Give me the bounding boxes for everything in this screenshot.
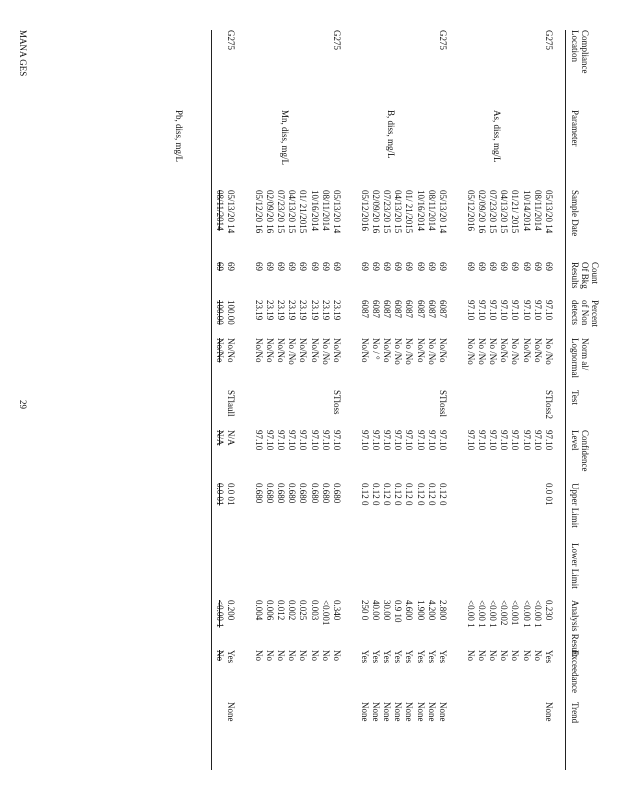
- compliance-location: G275: [544, 30, 554, 50]
- test-name: STloss2: [544, 390, 554, 420]
- confidence-level: 97.10: [359, 430, 370, 451]
- bkg-count: 69: [438, 262, 448, 271]
- percent-nondetects: 97.10: [510, 300, 521, 321]
- percent-nondetects: 97.10: [544, 300, 554, 321]
- exceedance: Yes: [404, 650, 415, 664]
- column-header-line: Confidence: [580, 430, 590, 472]
- normal-lognormal: No/No: [226, 338, 236, 363]
- analysis-result: <0.00 1: [532, 600, 543, 628]
- column-header-line: Trend: [570, 702, 580, 724]
- analysis-result: 0.012: [276, 600, 286, 621]
- footer-site: MANA GES: [18, 30, 28, 77]
- confidence-level: 97.10: [298, 430, 309, 451]
- normal-lognormal: No/No: [264, 338, 275, 363]
- upper-limit: 0.680: [287, 483, 298, 504]
- confidence-level: 97.10: [544, 430, 554, 451]
- compliance-location: G275: [332, 30, 342, 50]
- analysis-result: 40.00: [370, 600, 381, 621]
- column-header: [570, 110, 580, 146]
- analysis-result: 0.025: [298, 600, 309, 621]
- exceedance: No: [476, 650, 487, 661]
- parameter-name: Mn, diss, mg/L: [280, 110, 290, 166]
- analysis-result: <0.00 1: [465, 600, 476, 628]
- column-header: [570, 390, 580, 405]
- normal-lognormal: No/No: [382, 338, 392, 363]
- sample-date: 10/14/2014: [521, 190, 532, 232]
- normal-lognormal: No/No: [499, 338, 510, 363]
- percent-nondetects: 97.10: [532, 300, 543, 321]
- confidence-level: 97.10: [264, 430, 275, 451]
- column-header: [570, 300, 600, 327]
- normal-lognormal: No/No: [359, 338, 370, 363]
- trend-value: None: [438, 702, 448, 722]
- percent-nondetects: 23.19: [276, 300, 286, 321]
- percent-nondetects: 97.10: [465, 300, 476, 321]
- sample-date: 02/09/20 16: [476, 190, 487, 234]
- sample-date: 08/11/2014: [426, 190, 437, 231]
- confidence-level: 97.10: [320, 430, 331, 451]
- bkg-count: 69: [465, 262, 476, 271]
- sample-date: 07/23/20 15: [382, 190, 392, 234]
- trend-value: None: [382, 702, 392, 722]
- upper-limit: 0.0 01: [226, 483, 236, 506]
- normal-lognormal: No /No: [488, 338, 498, 365]
- sample-date: 05/12/2016: [359, 190, 370, 232]
- column-header: [570, 650, 580, 693]
- parameter-name: As, diss, mg/L: [492, 110, 502, 163]
- normal-lognormal: No/No: [309, 338, 320, 363]
- sample-date: 05/13/20 14: [544, 190, 554, 234]
- sample-date: 08/11/2014: [214, 190, 225, 231]
- percent-nondetects: 23.19: [332, 300, 342, 321]
- bkg-count: 69: [359, 262, 370, 271]
- test-name: STlossl: [438, 390, 448, 418]
- column-header: [570, 30, 590, 74]
- upper-limit: 0.12 0: [370, 483, 381, 506]
- sample-date: 07/23/20 15: [488, 190, 498, 234]
- bkg-count: 69: [370, 262, 381, 271]
- sample-date: 01/ 21/2015: [404, 190, 415, 234]
- sample-date: 05/13/20 14: [226, 190, 236, 234]
- column-header-line: Upper Limit: [570, 483, 580, 528]
- header-rule: [565, 30, 566, 770]
- column-header-line: Test: [570, 390, 580, 405]
- sample-date: 07/23/20 15: [276, 190, 286, 234]
- percent-nondetects: 23.19: [298, 300, 309, 321]
- column-header-line: Compliance: [580, 30, 590, 74]
- exceedance: Yes: [393, 650, 404, 664]
- upper-limit: 0.680: [253, 483, 264, 504]
- exceedance: Yes: [226, 650, 236, 664]
- normal-lognormal: No/No: [438, 338, 448, 363]
- upper-limit: 0.12 0: [438, 483, 448, 506]
- normal-lognormal: No/No: [415, 338, 426, 363]
- upper-limit: 0.12 0: [382, 483, 392, 506]
- exceedance: No: [488, 650, 498, 661]
- bkg-count: 69: [264, 262, 275, 271]
- column-header: [570, 543, 580, 589]
- sample-date: 05/12/2016: [465, 190, 476, 232]
- exceedance: No: [298, 650, 309, 661]
- normal-lognormal: No /No: [320, 338, 331, 365]
- percent-nondetects: 23.19: [253, 300, 264, 321]
- exceedance: Yes: [415, 650, 426, 664]
- normal-lognormal: No /No: [426, 338, 437, 365]
- bkg-count: 69: [253, 262, 264, 271]
- confidence-level: 97.10: [521, 430, 532, 451]
- normal-lognormal: No /No: [404, 338, 415, 365]
- upper-limit: 0.12 0: [393, 483, 404, 506]
- confidence-level: 97.10: [287, 430, 298, 451]
- normal-lognormal: No / °: [370, 338, 381, 360]
- exceedance: No: [309, 650, 320, 661]
- analysis-result: <0.001: [320, 600, 331, 626]
- percent-nondetects: 97.10: [521, 300, 532, 321]
- confidence-level: 97.10: [404, 430, 415, 451]
- normal-lognormal: No/No: [276, 338, 286, 363]
- column-header-line: detects: [570, 300, 580, 325]
- confidence-level: 97.10: [465, 430, 476, 451]
- column-header-line: Results: [570, 262, 580, 289]
- analysis-result: 0.340: [332, 600, 342, 621]
- confidence-level: 97.10: [370, 430, 381, 451]
- normal-lognormal: No/No: [253, 338, 264, 363]
- column-header-line: Of Bkg: [580, 262, 590, 289]
- column-header-line: Lognormal: [570, 338, 580, 378]
- trend-value: None: [370, 702, 381, 722]
- percent-nondetects: 23.19: [287, 300, 298, 321]
- analysis-result: 0.002: [287, 600, 298, 621]
- confidence-level: 97.10: [499, 430, 510, 451]
- exceedance: No: [287, 650, 298, 661]
- analysis-result: <0.00 1: [488, 600, 498, 628]
- upper-limit: 0.680: [298, 483, 309, 504]
- exceedance: No: [214, 650, 225, 661]
- column-header-line: Lower Limit: [570, 543, 580, 589]
- sample-date: 04/13/20 15: [393, 190, 404, 234]
- exceedance: No: [332, 650, 342, 661]
- percent-nondetects: 6087: [438, 300, 448, 318]
- normal-lognormal: No /No: [393, 338, 404, 365]
- analysis-result: 4.200: [426, 600, 437, 621]
- analysis-result: <0.001: [510, 600, 521, 626]
- exceedance: No: [521, 650, 532, 661]
- percent-nondetects: 97.10: [499, 300, 510, 321]
- upper-limit: 0.12 0: [359, 483, 370, 506]
- confidence-level: 97.10: [276, 430, 286, 451]
- percent-nondetects: 23.19: [264, 300, 275, 321]
- bkg-count: 69: [426, 262, 437, 271]
- confidence-level: N/A: [214, 430, 225, 446]
- exceedance: No: [320, 650, 331, 661]
- compliance-location: G275: [226, 30, 236, 50]
- bkg-count: 69: [276, 262, 286, 271]
- percent-nondetects: 6087: [393, 300, 404, 318]
- upper-limit: 0.680: [332, 483, 342, 504]
- normal-lognormal: No/No: [532, 338, 543, 363]
- exceedance: Yes: [359, 650, 370, 664]
- confidence-level: 97.10: [488, 430, 498, 451]
- bkg-count: 69: [499, 262, 510, 271]
- upper-limit: 0.0 01: [544, 483, 554, 506]
- bkg-count: 69: [309, 262, 320, 271]
- column-header: [570, 483, 580, 528]
- sample-date: 02/09/20 16: [370, 190, 381, 234]
- column-header-line: of Non: [580, 300, 590, 326]
- column-header-line: Norm al/: [580, 338, 590, 371]
- normal-lognormal: No /No: [287, 338, 298, 365]
- confidence-level: 97.10: [393, 430, 404, 451]
- sample-date: 01/ 21/2015: [298, 190, 309, 234]
- bkg-count: 69: [488, 262, 498, 271]
- column-header-line: Percent: [590, 300, 600, 327]
- confidence-level: 97.10: [510, 430, 521, 451]
- confidence-level: 97.10: [382, 430, 392, 451]
- bkg-count: 69: [287, 262, 298, 271]
- sample-date: 05/13/20 14: [438, 190, 448, 234]
- exceedance: Yes: [438, 650, 448, 664]
- analysis-result: 30.00: [382, 600, 392, 621]
- exceedance: No: [264, 650, 275, 661]
- bkg-count: 69: [415, 262, 426, 271]
- trend-value: None: [415, 702, 426, 722]
- upper-limit: 0.680: [309, 483, 320, 504]
- trend-value: None: [426, 702, 437, 722]
- column-header: [570, 190, 580, 236]
- confidence-level: 97.10: [309, 430, 320, 451]
- percent-nondetects: 6087: [382, 300, 392, 318]
- sample-date: 05/13/20 14: [332, 190, 342, 234]
- exceedance: No: [532, 650, 543, 661]
- parameter-name: Pb, diss, mg/L: [174, 110, 184, 163]
- bkg-count: 69: [404, 262, 415, 271]
- exceedance: Yes: [426, 650, 437, 664]
- analysis-result: 250 0: [359, 600, 370, 621]
- column-header: [570, 702, 580, 723]
- column-header: [570, 430, 590, 471]
- trend-value: None: [544, 702, 554, 722]
- confidence-level: 97.10: [332, 430, 342, 451]
- percent-nondetects: 97.10: [488, 300, 498, 321]
- upper-limit: 0.680: [276, 483, 286, 504]
- bkg-count: 69: [214, 262, 225, 271]
- sample-date: 05/12/20 16: [253, 190, 264, 234]
- bkg-count: 69: [476, 262, 487, 271]
- percent-nondetects: 6087: [426, 300, 437, 318]
- analysis-result: 0.004: [253, 600, 264, 621]
- bkg-count: 69: [298, 262, 309, 271]
- exceedance: No: [276, 650, 286, 661]
- normal-lognormal: No/No: [214, 338, 225, 363]
- trend-value: None: [359, 702, 370, 722]
- footer-page-number: 29: [18, 400, 28, 409]
- percent-nondetects: 97.10: [476, 300, 487, 321]
- analysis-result: <0.002: [499, 600, 510, 626]
- column-header: [570, 338, 590, 378]
- confidence-level: 97.10: [476, 430, 487, 451]
- normal-lognormal: No /No: [465, 338, 476, 365]
- exceedance: No: [465, 650, 476, 661]
- percent-nondetects: 6087: [359, 300, 370, 318]
- confidence-level: 97.10: [532, 430, 543, 451]
- upper-limit: 0.0 01: [214, 483, 225, 506]
- sample-date: 04/13/20 15: [499, 190, 510, 234]
- exceedance: Yes: [382, 650, 392, 664]
- sample-date: 08/11/2014: [532, 190, 543, 231]
- analysis-result: 0.003: [309, 600, 320, 621]
- column-header-line: Exceedance: [570, 650, 580, 693]
- column-header: [570, 600, 580, 657]
- trend-value: None: [404, 702, 415, 722]
- percent-nondetects: 6087: [370, 300, 381, 318]
- exceedance: Yes: [544, 650, 554, 664]
- analysis-result: 2.800: [438, 600, 448, 621]
- sample-date: 10/16/2014: [415, 190, 426, 232]
- analysis-result: <0.00 1: [214, 600, 225, 628]
- percent-nondetects: 23.19: [320, 300, 331, 321]
- bkg-count: 69: [544, 262, 554, 271]
- normal-lognormal: No/No: [298, 338, 309, 363]
- analysis-result: 1.900: [415, 600, 426, 621]
- trend-value: None: [226, 702, 236, 722]
- sample-date: 04/13/20 15: [287, 190, 298, 234]
- column-header-line: Count: [590, 262, 600, 285]
- analysis-result: 0.006: [264, 600, 275, 621]
- percent-nondetects: 100.00: [226, 300, 236, 325]
- percent-nondetects: 23.19: [309, 300, 320, 321]
- normal-lognormal: No /No: [510, 338, 521, 365]
- parameter-name: B, diss, mg/L: [386, 110, 396, 159]
- percent-nondetects: 6087: [415, 300, 426, 318]
- exceedance: No: [510, 650, 521, 661]
- column-header-line: Location: [570, 30, 580, 62]
- confidence-level: 97.10: [415, 430, 426, 451]
- normal-lognormal: No /No: [544, 338, 554, 365]
- bkg-count: 69: [382, 262, 392, 271]
- bottom-rule: [211, 30, 212, 770]
- analysis-result: <0.00 1: [521, 600, 532, 628]
- compliance-location: G275: [438, 30, 448, 50]
- column-header-line: Level: [570, 430, 580, 451]
- analysis-result: <0.00 1: [476, 600, 487, 628]
- exceedance: No: [499, 650, 510, 661]
- bkg-count: 69: [332, 262, 342, 271]
- confidence-level: 97.10: [253, 430, 264, 451]
- test-name: STloss: [332, 390, 342, 415]
- analysis-result: 0.9 10: [393, 600, 404, 623]
- sample-date: 10/16/2014: [309, 190, 320, 232]
- sample-date: 08/11/2014: [320, 190, 331, 231]
- upper-limit: 0.12 0: [404, 483, 415, 506]
- bkg-count: 69: [510, 262, 521, 271]
- bkg-count: 69: [226, 262, 236, 271]
- analysis-result: 0.230: [544, 600, 554, 621]
- analysis-result: 4.600: [404, 600, 415, 621]
- confidence-level: N/A: [226, 430, 236, 446]
- bkg-count: 69: [320, 262, 331, 271]
- upper-limit: 0.680: [320, 483, 331, 504]
- confidence-level: 97.10: [438, 430, 448, 451]
- sample-date: 02/09/20 16: [264, 190, 275, 234]
- confidence-level: 97.10: [426, 430, 437, 451]
- column-header-line: Analysis Result: [570, 600, 580, 657]
- bkg-count: 69: [532, 262, 543, 271]
- exceedance: Yes: [370, 650, 381, 664]
- normal-lognormal: No /No: [476, 338, 487, 365]
- upper-limit: 0.680: [264, 483, 275, 504]
- normal-lognormal: No/No: [521, 338, 532, 363]
- column-header-line: Sample Date: [570, 190, 580, 237]
- column-header-line: Parameter: [570, 110, 580, 147]
- column-header: [570, 262, 600, 289]
- upper-limit: 0.12 0: [426, 483, 437, 506]
- analysis-result: 0.200: [226, 600, 236, 621]
- bkg-count: 69: [393, 262, 404, 271]
- trend-value: None: [393, 702, 404, 722]
- bkg-count: 69: [521, 262, 532, 271]
- exceedance: No: [253, 650, 264, 661]
- test-name: STlaull: [226, 390, 236, 417]
- sample-date: 01/21/ 2015: [510, 190, 521, 234]
- percent-nondetects: 100.00: [214, 300, 225, 325]
- upper-limit: 0.12 0: [415, 483, 426, 506]
- percent-nondetects: 6087: [404, 300, 415, 318]
- normal-lognormal: No/No: [332, 338, 342, 363]
